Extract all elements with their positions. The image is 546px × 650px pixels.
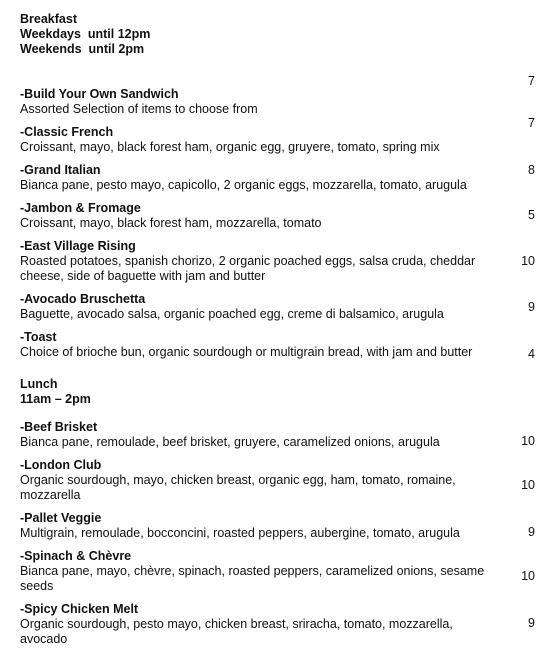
item-price: 8 [528, 163, 535, 177]
item-price: 7 [528, 74, 535, 88]
item-name: -London Club [20, 458, 102, 472]
item-description: Bianca pane, pesto mayo, capicollo, 2 organic eggs, mozzarella, tomato, arugula [20, 178, 467, 192]
item-price: 7 [528, 116, 535, 130]
item-price: 10 [521, 434, 535, 448]
item-description: Organic sourdough, mayo, chicken breast, organic egg, ham, tomato, romaine, mozzarella [20, 473, 456, 502]
item-name: -Classic French [20, 125, 114, 139]
item-name: -Beef Brisket [20, 420, 98, 434]
item-name: -Build Your Own Sandwich [20, 87, 179, 101]
item-price: 10 [521, 569, 535, 583]
item-name: -Grand Italian [20, 163, 101, 177]
menu-item [20, 511, 535, 541]
item-description: Baguette, avocado salsa, organic poached egg, creme di balsamico, arugula [20, 307, 444, 321]
item-description: Assorted Selection of items to choose from [20, 102, 258, 116]
section-title: Breakfast [20, 12, 77, 26]
menu-page [20, 12, 535, 647]
section-hours: 11am – 2pm [20, 392, 91, 406]
item-price: 9 [528, 616, 535, 630]
item-price: 9 [528, 300, 535, 314]
item-description: Croissant, mayo, black forest ham, organic egg, gruyere, tomato, spring mix [20, 140, 440, 154]
menu-item [20, 330, 535, 360]
item-description: Croissant, mayo, black forest ham, mozzarella, tomato [20, 216, 322, 230]
item-price: 4 [528, 347, 535, 361]
item-name: -Jambon & Fromage [20, 201, 141, 215]
lunch-header [20, 377, 535, 407]
item-description: Organic sourdough, pesto mayo, chicken breast, sriracha, tomato, mozzarella, avocado [20, 617, 453, 646]
item-name: -East Village Rising [20, 239, 136, 253]
section-title: Lunch [20, 377, 58, 391]
item-description: Roasted potatoes, spanish chorizo, 2 organic poached eggs, salsa cruda, cheddar cheese, side of baguette with jam and butter [20, 254, 476, 283]
item-description: Bianca pane, mayo, chèvre, spinach, roasted peppers, caramelized onions, sesame seeds [20, 564, 485, 593]
item-description: Choice of brioche bun, organic sourdough or multigrain bread, with jam and butter [20, 345, 473, 359]
item-name: -Spinach & Chèvre [20, 549, 132, 563]
item-name: -Avocado Bruschetta [20, 292, 146, 306]
item-price: 9 [528, 525, 535, 539]
menu-item [20, 420, 535, 450]
item-name: -Toast [20, 330, 57, 344]
menu-item [20, 201, 535, 231]
section-hours: Weekends until 2pm [20, 42, 145, 56]
item-price: 5 [528, 208, 535, 222]
item-description: Multigrain, remoulade, bocconcini, roasted peppers, aubergine, tomato, arugula [20, 526, 460, 540]
item-price: 10 [521, 254, 535, 268]
menu-item [20, 549, 535, 594]
menu-item [20, 116, 535, 155]
menu-item [20, 163, 535, 193]
menu-item [20, 602, 535, 647]
menu-item [20, 74, 535, 117]
item-description: Bianca pane, remoulade, beef brisket, gruyere, caramelized onions, arugula [20, 435, 440, 449]
menu-item [20, 292, 535, 322]
breakfast-header [20, 12, 535, 57]
item-name: -Spicy Chicken Melt [20, 602, 139, 616]
section-hours: Weekdays until 12pm [20, 27, 151, 41]
menu-item [20, 239, 535, 284]
item-name: -Pallet Veggie [20, 511, 102, 525]
item-price: 10 [521, 478, 535, 492]
menu-item [20, 458, 535, 503]
